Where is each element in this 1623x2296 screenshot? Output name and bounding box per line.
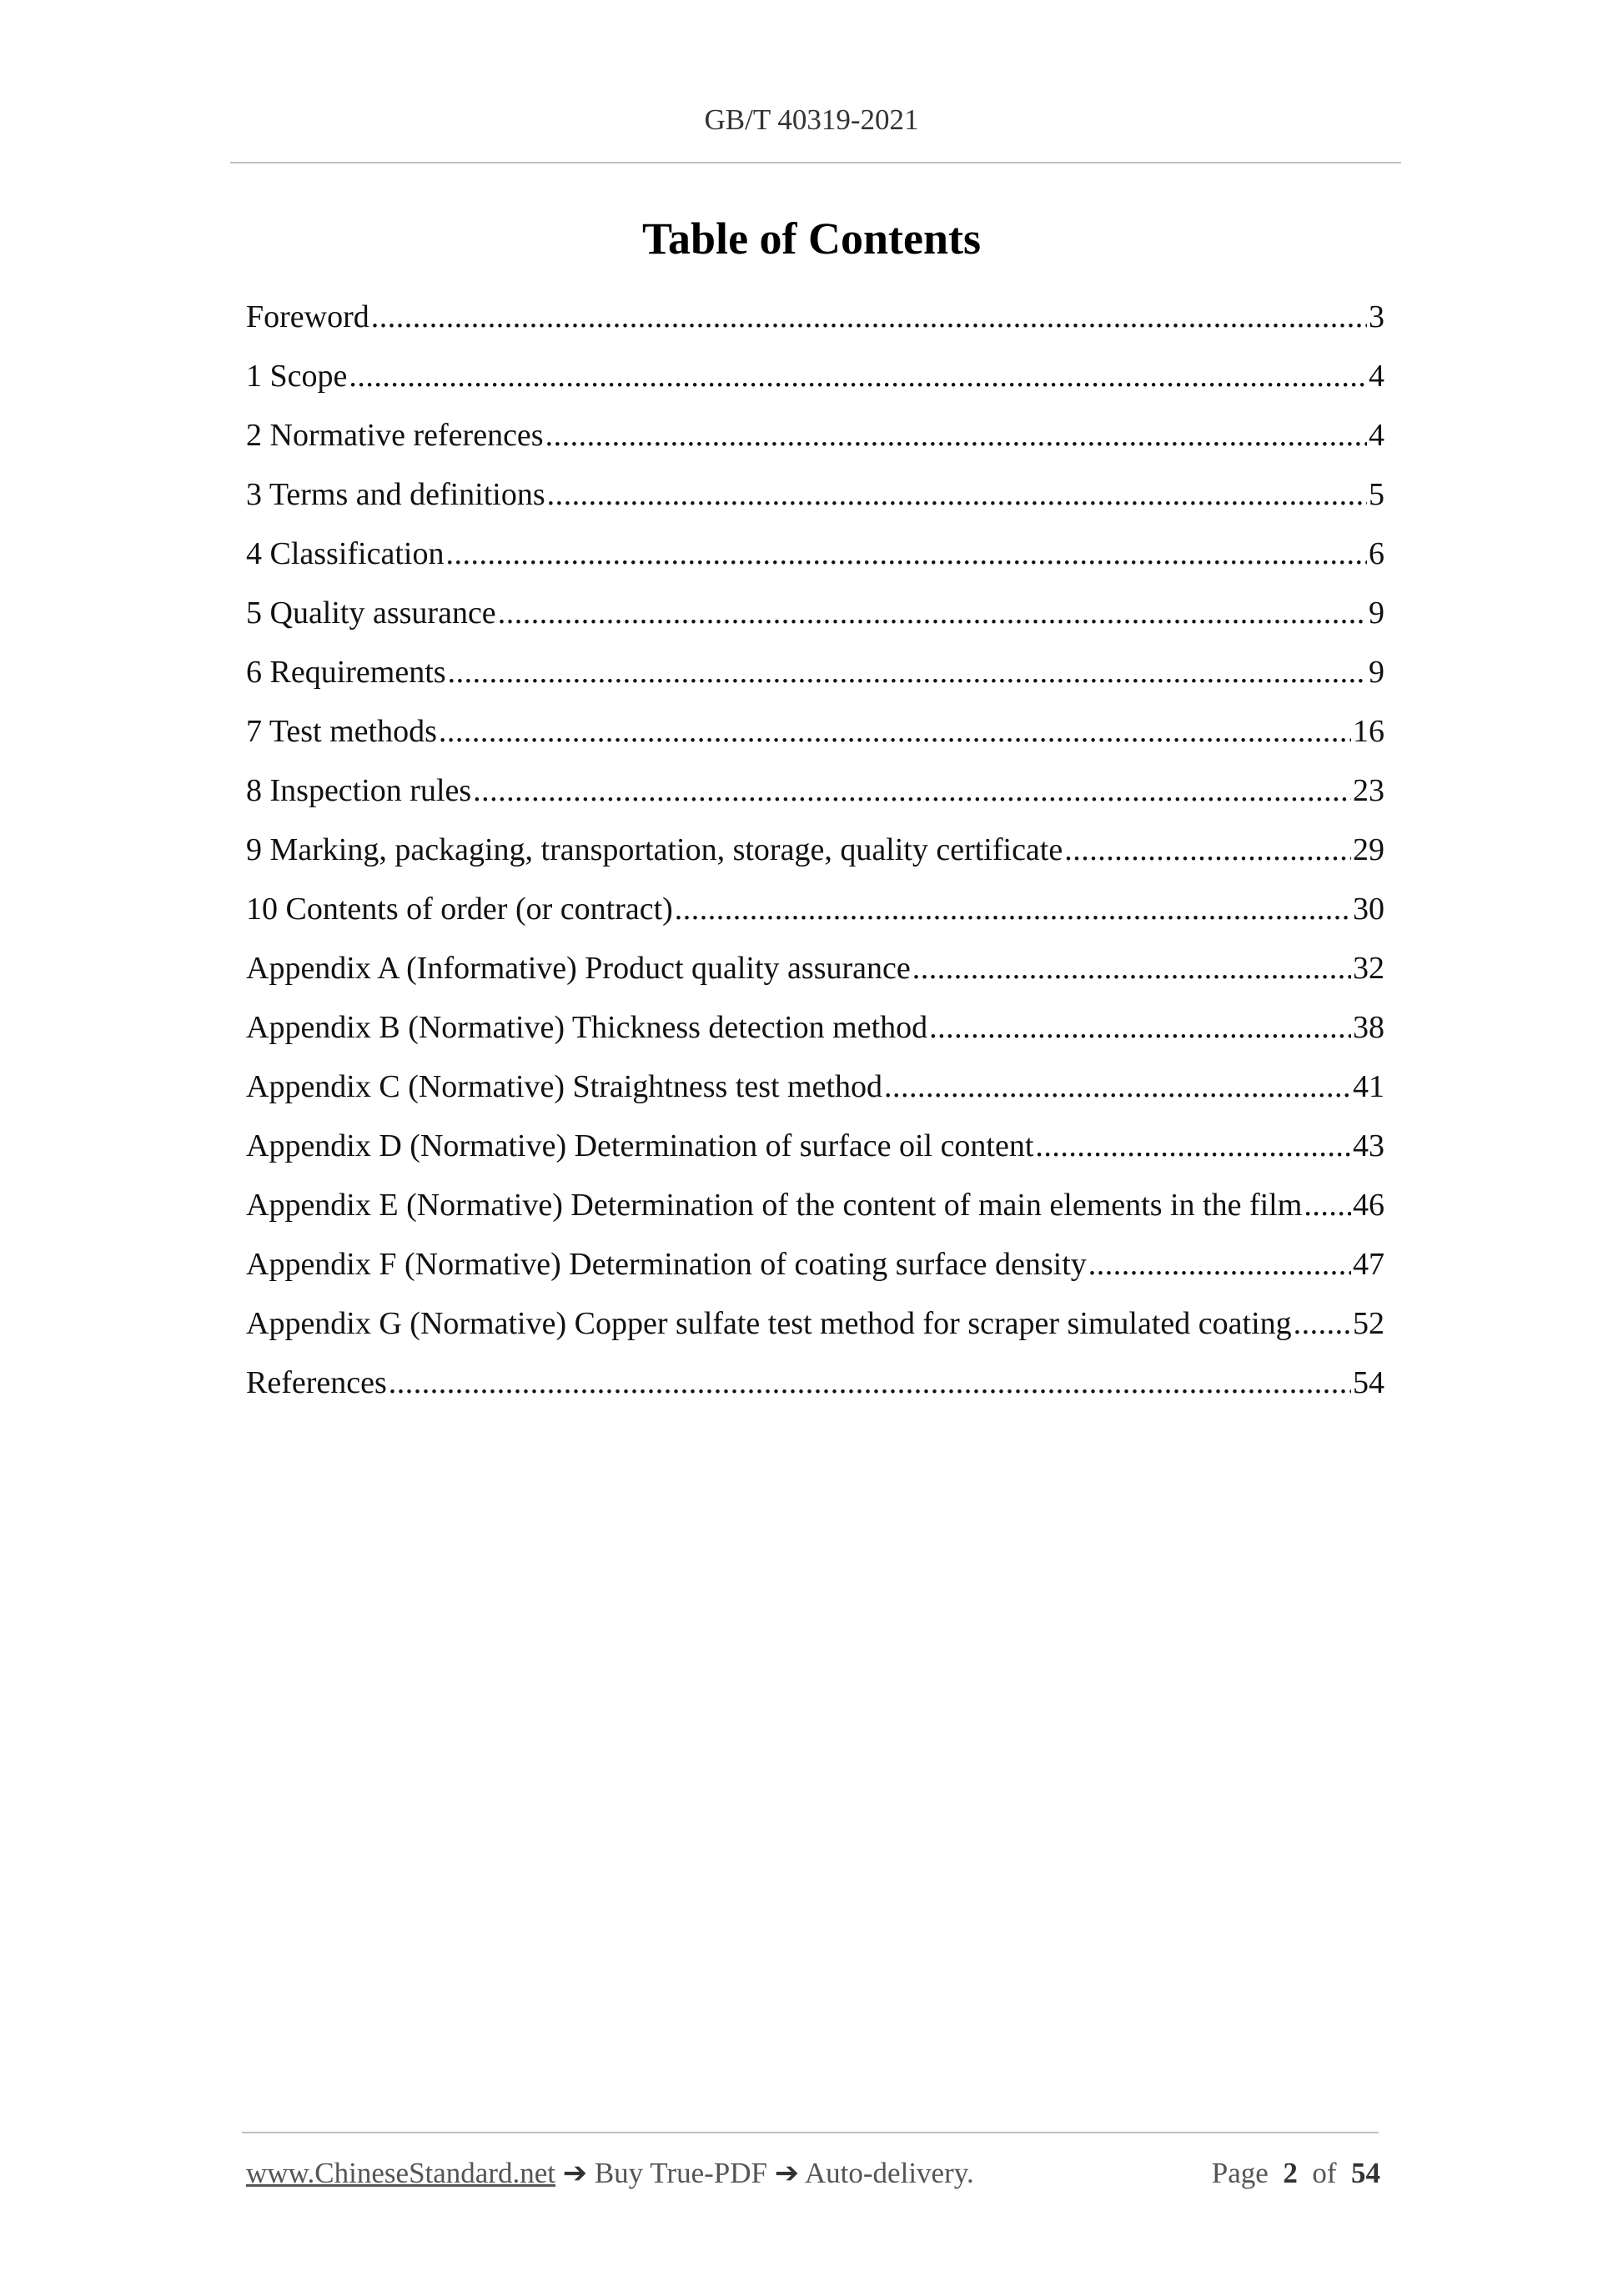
toc-entry-page: 30	[1353, 892, 1384, 927]
toc-dot-leader	[349, 356, 1367, 396]
toc-entry-label: Appendix G (Normative) Copper sulfate test method for scraper simulated coating	[246, 1306, 1292, 1341]
toc-entry-normative-references[interactable]	[246, 415, 1384, 475]
toc-entry-label: 10 Contents of order (or contract)	[246, 892, 673, 927]
toc-entry-page: 52	[1353, 1306, 1384, 1341]
toc-entry-page: 29	[1353, 832, 1384, 867]
page-number	[1212, 2157, 1380, 2190]
toc-entry-page: 9	[1369, 595, 1384, 631]
toc-entry-page: 38	[1353, 1010, 1384, 1045]
toc-entry-page: 41	[1353, 1069, 1384, 1104]
toc-entry-page: 4	[1369, 359, 1384, 394]
toc-dot-leader	[1064, 830, 1351, 870]
auto-delivery-text: Auto-delivery.	[804, 2157, 974, 2189]
toc-entry-inspection-rules[interactable]	[246, 771, 1384, 830]
document-code: GB/T 40319-2021	[704, 103, 919, 136]
toc-entry-page: 9	[1369, 655, 1384, 690]
toc-dot-leader	[439, 711, 1351, 751]
toc-entry-page: 16	[1353, 714, 1384, 749]
toc-entry-references[interactable]	[246, 1363, 1384, 1422]
toc-dot-leader	[675, 889, 1351, 929]
toc-entry-page: 4	[1369, 418, 1384, 453]
page-total: 54	[1351, 2157, 1380, 2189]
table-of-contents	[246, 297, 1384, 1422]
toc-entry-appendix-b[interactable]	[246, 1007, 1384, 1067]
toc-dot-leader	[1035, 1126, 1351, 1166]
toc-entry-classification[interactable]	[246, 534, 1384, 593]
toc-entry-page: 23	[1353, 773, 1384, 808]
toc-entry-page: 47	[1353, 1247, 1384, 1282]
site-link[interactable]: www.ChineseStandard.net	[246, 2157, 555, 2189]
toc-entry-terms-and-definitions[interactable]	[246, 475, 1384, 534]
toc-entry-label: 1 Scope	[246, 359, 348, 394]
buy-true-pdf-text: Buy True-PDF	[594, 2157, 767, 2189]
toc-dot-leader	[448, 652, 1367, 692]
toc-entry-label: 5 Quality assurance	[246, 595, 496, 631]
page-footer	[246, 2157, 1380, 2198]
toc-dot-leader	[473, 771, 1351, 811]
toc-entry-label: Appendix C (Normative) Straightness test method	[246, 1069, 883, 1104]
toc-entry-scope[interactable]	[246, 356, 1384, 415]
of-word: of	[1312, 2157, 1337, 2189]
toc-entry-requirements[interactable]	[246, 652, 1384, 711]
toc-entry-appendix-c[interactable]	[246, 1067, 1384, 1126]
toc-dot-leader	[1088, 1244, 1351, 1284]
toc-entry-label: 2 Normative references	[246, 418, 544, 453]
toc-dot-leader	[1304, 1185, 1351, 1225]
toc-entry-appendix-f[interactable]	[246, 1244, 1384, 1304]
right-arrow-icon: ➔	[562, 2157, 588, 2189]
toc-entry-label: Appendix D (Normative) Determination of surface oil content	[246, 1128, 1034, 1163]
toc-entry-label: 3 Terms and definitions	[246, 477, 545, 512]
toc-entry-label: 8 Inspection rules	[246, 773, 472, 808]
toc-entry-label: Appendix A (Informative) Product quality assurance	[246, 951, 911, 986]
toc-entry-page: 5	[1369, 477, 1384, 512]
toc-dot-leader	[884, 1067, 1351, 1107]
toc-entry-marking-packaging[interactable]	[246, 830, 1384, 889]
page-word: Page	[1211, 2157, 1269, 2189]
toc-entry-page: 46	[1353, 1188, 1384, 1223]
toc-entry-label: 6 Requirements	[246, 655, 446, 690]
toc-entry-page: 3	[1369, 299, 1384, 334]
toc-entry-page: 43	[1353, 1128, 1384, 1163]
toc-dot-leader	[547, 475, 1367, 515]
page-title: Table of Contents	[641, 214, 982, 264]
toc-entry-appendix-a[interactable]	[246, 948, 1384, 1007]
toc-entry-label: References	[246, 1365, 387, 1400]
toc-dot-leader	[1294, 1304, 1351, 1344]
toc-entry-foreword[interactable]	[246, 297, 1384, 356]
toc-dot-leader	[929, 1007, 1351, 1048]
toc-entry-page: 54	[1353, 1365, 1384, 1400]
toc-entry-appendix-d[interactable]	[246, 1126, 1384, 1185]
toc-dot-leader	[371, 297, 1367, 337]
toc-dot-leader	[445, 534, 1367, 574]
toc-entry-label: Foreword	[246, 299, 369, 334]
toc-entry-label: 4 Classification	[246, 536, 445, 571]
toc-entry-appendix-e[interactable]	[246, 1185, 1384, 1244]
toc-dot-leader	[498, 593, 1367, 633]
toc-entry-contents-of-order[interactable]	[246, 889, 1384, 948]
footer-promo	[246, 2157, 974, 2190]
toc-entry-test-methods[interactable]	[246, 711, 1384, 771]
toc-dot-leader	[912, 948, 1351, 988]
header-divider	[230, 162, 1401, 163]
toc-entry-label: Appendix F (Normative) Determination of coating surface density	[246, 1247, 1087, 1282]
toc-dot-leader	[389, 1363, 1351, 1403]
toc-entry-page: 6	[1369, 536, 1384, 571]
toc-entry-label: Appendix E (Normative) Determination of the content of main elements in the film	[246, 1188, 1303, 1223]
footer-divider	[242, 2132, 1379, 2133]
toc-dot-leader	[545, 415, 1367, 455]
toc-entry-label: Appendix B (Normative) Thickness detection method	[246, 1010, 928, 1045]
toc-entry-label: 7 Test methods	[246, 714, 437, 749]
toc-entry-appendix-g[interactable]	[246, 1304, 1384, 1363]
toc-entry-page: 32	[1353, 951, 1384, 986]
toc-entry-quality-assurance[interactable]	[246, 593, 1384, 652]
right-arrow-icon: ➔	[774, 2157, 800, 2189]
page-current: 2	[1283, 2157, 1298, 2189]
toc-entry-label: 9 Marking, packaging, transportation, storage, quality certificate	[246, 832, 1063, 867]
